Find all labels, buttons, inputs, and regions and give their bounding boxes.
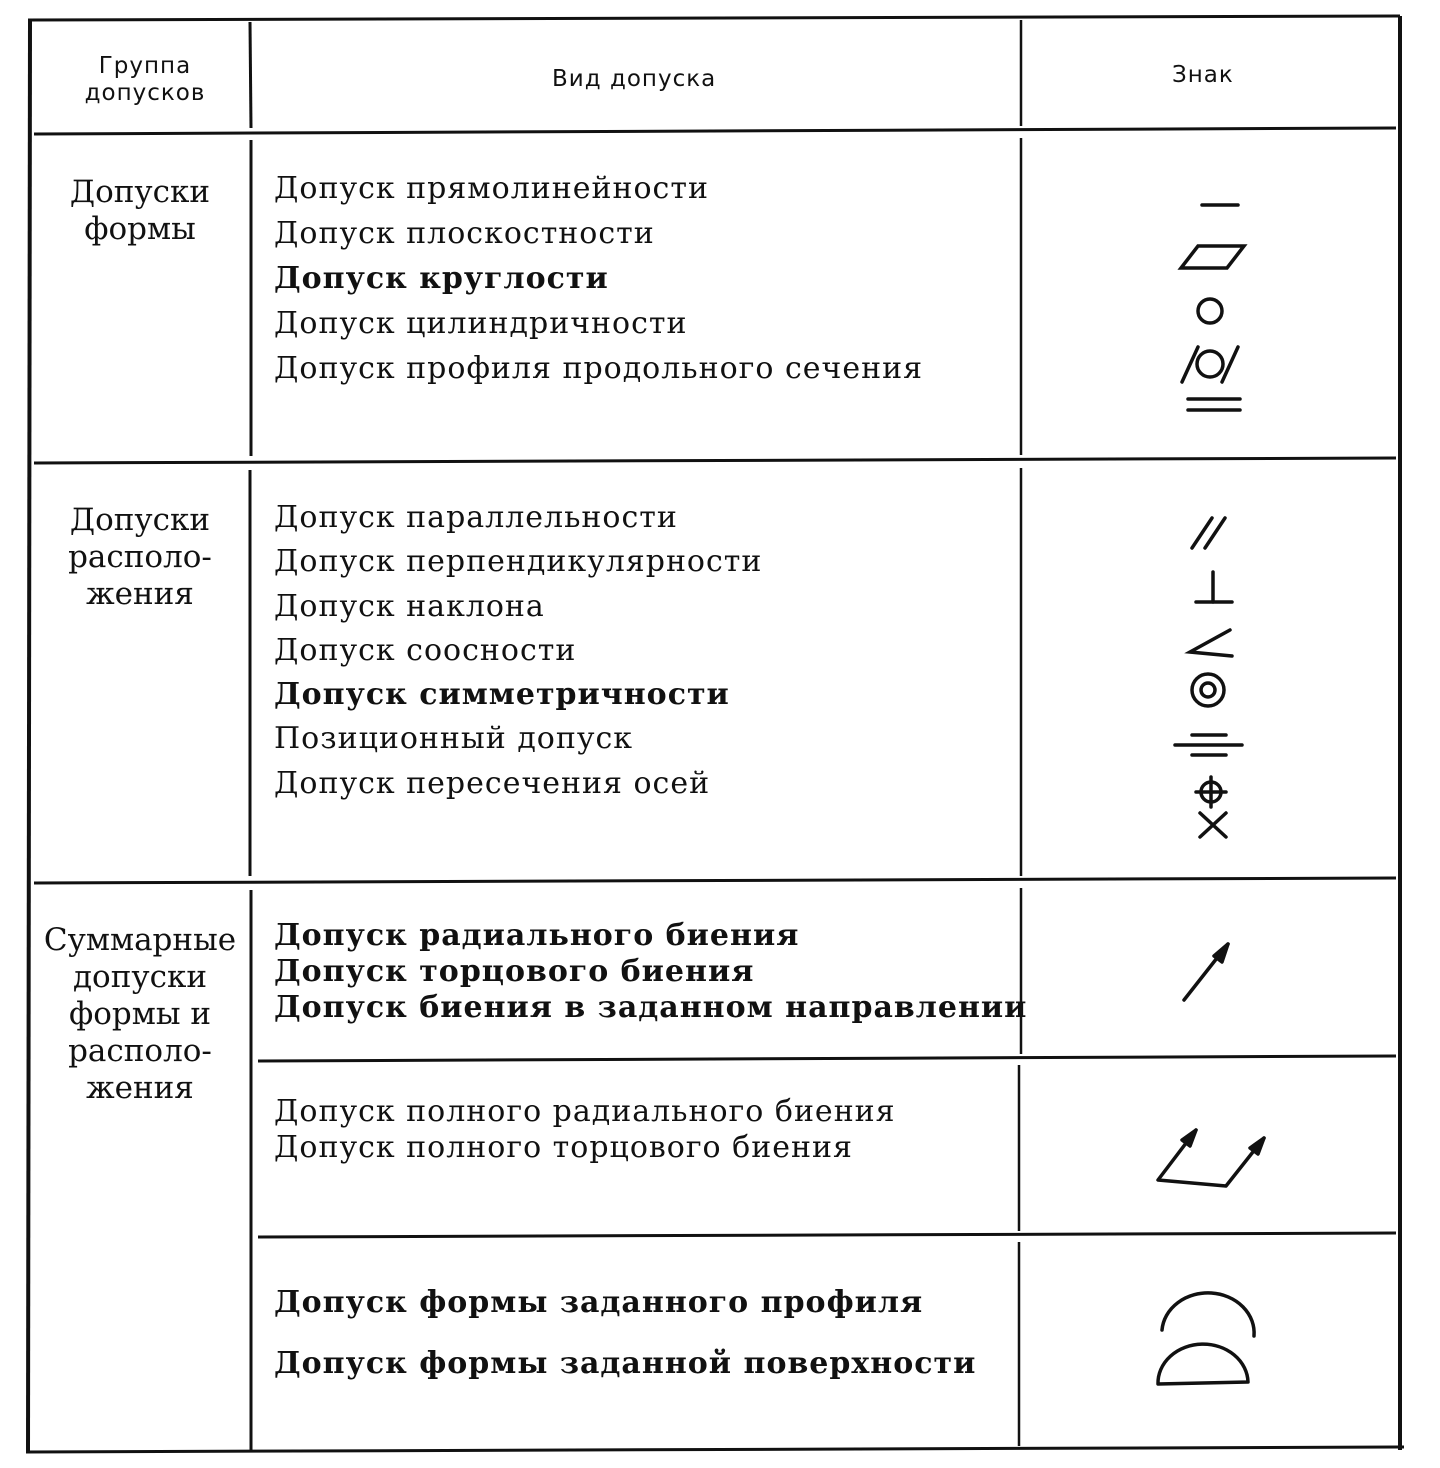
circularity-icon <box>1198 299 1222 323</box>
bottom-border <box>26 1447 1404 1452</box>
group-label-line: Допуски <box>69 502 211 538</box>
list-item: Допуск биения в заданном направлении <box>274 990 1028 1025</box>
list-item: Допуск цилиндричности <box>274 306 688 341</box>
perpendicularity-icon <box>1196 572 1232 602</box>
left-border <box>28 20 30 1452</box>
list-item: Допуск полного торцового биения <box>274 1130 853 1165</box>
coaxiality-icon <box>1192 674 1224 706</box>
profile-of-line-icon <box>1162 1293 1254 1336</box>
profile-longitudinal-section-icon <box>1188 399 1240 410</box>
group-separator-2 <box>34 878 1396 883</box>
group-label <box>42 922 238 1107</box>
list-item: Позиционный допуск <box>274 721 634 757</box>
group-label-line: формы и <box>68 996 212 1032</box>
total-runout-icon <box>1158 1130 1264 1186</box>
item-list <box>274 918 1027 1026</box>
list-item: Допуск профиля продольного сечения <box>274 351 924 386</box>
group-label-line: Допуски <box>69 174 211 210</box>
group-label-line: допуски <box>72 959 208 995</box>
runout-icon <box>1184 944 1228 1000</box>
item-list <box>274 166 923 391</box>
flatness-icon <box>1181 246 1244 268</box>
list-item: Допуск круглости <box>274 261 609 296</box>
header-group-line-1: Группа <box>98 53 192 79</box>
position-icon <box>1196 777 1226 807</box>
item-list <box>274 1094 896 1166</box>
group-label <box>60 502 220 613</box>
header-group <box>70 53 220 107</box>
axes-intersection-icon <box>1200 813 1226 837</box>
group-label <box>60 174 220 248</box>
list-item: Допуск симметричности <box>274 677 730 713</box>
item-list <box>274 1272 976 1394</box>
cylindricity-icon <box>1182 347 1238 382</box>
list-item: Допуск параллельности <box>274 500 678 535</box>
header-separator <box>34 128 1396 134</box>
list-item: Допуск торцового биения <box>274 954 755 989</box>
group-label-line: располо- <box>68 1033 212 1069</box>
group-label-line: располо- <box>68 539 212 575</box>
group-label-line: жения <box>86 1070 194 1106</box>
item-list <box>274 496 762 806</box>
group-label-line: Суммарные <box>43 922 237 958</box>
top-border <box>28 16 1400 20</box>
list-item: Допуск наклона <box>274 588 545 624</box>
list-item: Допуск перпендикулярности <box>274 544 763 580</box>
list-item: Допуск формы заданного профиля <box>274 1285 924 1320</box>
header-type: Вид допуска <box>552 66 717 92</box>
group-label-line: жения <box>86 576 194 612</box>
profile-of-surface-icon <box>1158 1344 1248 1384</box>
list-item: Допуск плоскостности <box>274 216 655 251</box>
list-item: Допуск полного радиального биения <box>274 1094 896 1129</box>
list-item: Допуск формы заданной поверхности <box>274 1346 977 1381</box>
list-item: Допуск прямолинейности <box>274 171 709 206</box>
symmetry-icon <box>1175 735 1242 755</box>
list-item: Допуск пересечения осей <box>274 765 711 801</box>
group-label-line: формы <box>84 211 196 247</box>
angularity-icon <box>1190 630 1232 656</box>
list-item: Допуск радиального биения <box>274 918 800 953</box>
header-group-line-2: допусков <box>84 80 206 106</box>
parallelism-icon <box>1192 518 1225 548</box>
group-separator-1 <box>34 458 1396 463</box>
subgroup-separator-1 <box>258 1056 1396 1061</box>
subgroup-separator-2 <box>258 1233 1396 1237</box>
list-item: Допуск соосности <box>274 632 577 668</box>
header-sign: Знак <box>1172 62 1234 88</box>
